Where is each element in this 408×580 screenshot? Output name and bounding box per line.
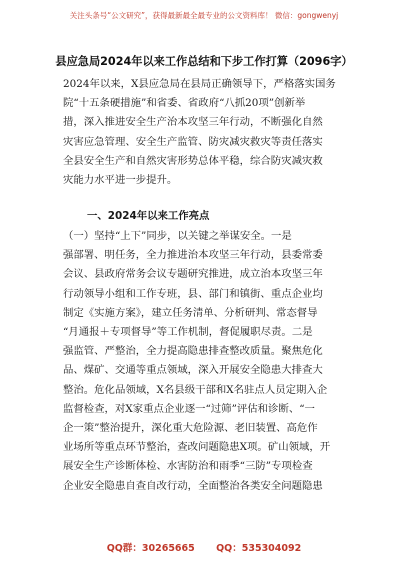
paragraph-line: 措，深入推进安全生产治本攻坚三年行动，不断强化自然 [63, 116, 323, 129]
paragraph-line: 品、煤矿、交通等重点领域，深入开展安全隐患大排查大 [63, 364, 323, 377]
section-paragraph [63, 227, 347, 496]
paragraph-line: 业场所等重点环节整治，查改问题隐患X项。矿山领域，开 [63, 441, 331, 454]
paragraph-line: 监督检查，对X家重点企业逐一“过筛”评估和诊断、“一 [63, 402, 315, 415]
header-banner: 关注头条号“公文研究”，获得最新最全最专业的公文资料库！ 微信：gongwenyj [69, 11, 339, 20]
intro-paragraph [63, 75, 347, 190]
paragraph-line: 灾害应急管理、安全生产监管、防灾减灾救灾等责任落实 [63, 135, 323, 148]
paragraph-line: 2024年以来，X县应急局在县局正确领导下，严格落实国务 [63, 78, 336, 90]
paragraph-line: 会议、县政府常务会议专题研究推进，成立治本攻坚三年 [63, 268, 323, 281]
footer-qq-group: QQ群：30265665 [106, 543, 195, 554]
paragraph-line: 灾能力水平进一步提升。 [63, 174, 178, 187]
page-title: 县应急局2024年以来工作总结和下步工作打算（2096字） [55, 55, 353, 68]
footer [0, 540, 408, 554]
paragraph-line: 强部署、明任务，全力推进治本攻坚三年行动，县委常委 [63, 249, 323, 262]
paragraph-line: “月通报＋专项督导”等工作机制，督促履职尽责。二是 [63, 326, 313, 339]
paragraph-line: （一）坚持“上下”同步，以关键之举谋安全。一是 [63, 230, 292, 242]
paragraph-line: 强监管、严整治，全力提高隐患排查整改质量。聚焦危化 [63, 345, 323, 358]
paragraph-line: 院“十五条硬措施”和省委、省政府“八抓20项”创新举 [63, 97, 306, 110]
paragraph-line: 展安全生产诊断体检、水害防治和雨季“三防”专项检查 [63, 460, 313, 473]
paragraph-line: 企一策”整治提升，深化重大危险源、老旧装置、高危作 [63, 422, 318, 435]
paragraph-line: 企业安全隐患自查自改行动，全面整治各类安全问题隐患 [63, 479, 323, 492]
paragraph-line: 行动领导小组和工作专班，县、部门和镇街、重点企业均 [63, 287, 323, 300]
section-heading: 一、2024年以来工作亮点 [87, 210, 210, 222]
footer-qq: QQ：535304092 [216, 543, 302, 554]
paragraph-line: 整治。危化品领域，X名县级干部和X名驻点人员定期入企 [63, 383, 328, 396]
paragraph-line: 全县安全生产和自然灾害形势总体平稳，综合防灾减灾救 [63, 154, 323, 167]
paragraph-line: 制定《实施方案》，建立任务清单、分析研判、常态督导 [63, 306, 318, 319]
